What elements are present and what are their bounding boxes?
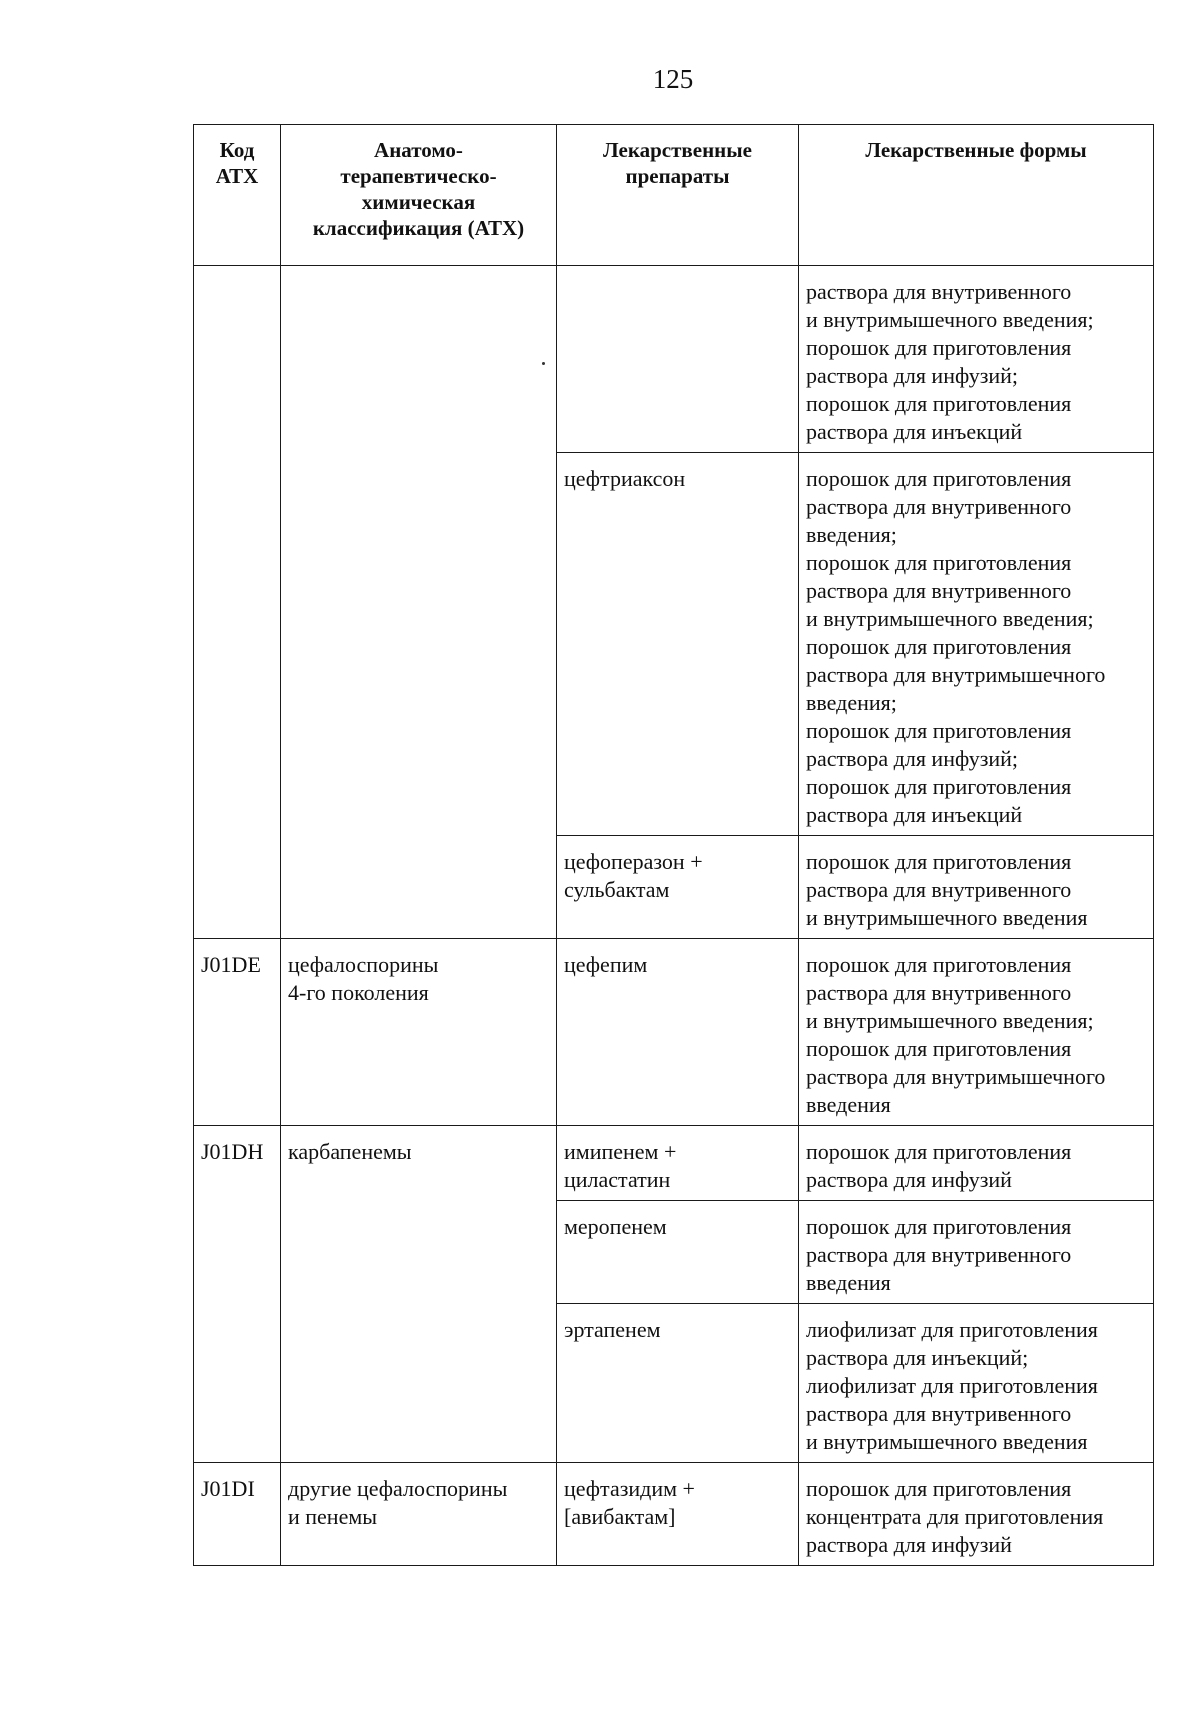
drug-cell: меропенем: [557, 1201, 799, 1304]
table-row: [194, 1463, 1154, 1566]
classification-cell: другие цефалоспорины и пенемы: [281, 1463, 557, 1566]
drug-cell: эртапенем: [557, 1304, 799, 1463]
table-row: [194, 1126, 1154, 1201]
header-drugs: Лекарственные препараты: [557, 125, 799, 266]
atc-code-cell: J01DH: [194, 1126, 281, 1463]
drug-cell: цефепим: [557, 939, 799, 1126]
atc-table: [193, 124, 1154, 1566]
drug-cell: [557, 266, 799, 453]
forms-cell: порошок для приготовления раствора для внутривенного и внутримышечного введения: [799, 836, 1154, 939]
atc-code-cell: J01DI: [194, 1463, 281, 1566]
forms-cell: порошок для приготовления раствора для внутривенного введения; порошок для приготовления раствора для внутривенного и внутримышечного введения; порошок для приготовления раствора для внутримышечного введения; порошок для приготовления раствора для инфузий; порошок для приготовления раствора для инъекций: [799, 453, 1154, 836]
scan-speck: [542, 362, 545, 365]
atc-code-cell: [194, 266, 281, 939]
table-row: [194, 266, 1154, 453]
forms-cell: порошок для приготовления раствора для внутривенного введения: [799, 1201, 1154, 1304]
forms-cell: раствора для внутривенного и внутримышечного введения; порошок для приготовления раствора для инфузий; порошок для приготовления раствора для инъекций: [799, 266, 1154, 453]
table-row: [194, 939, 1154, 1126]
drug-cell: цефтриаксон: [557, 453, 799, 836]
forms-cell: порошок для приготовления раствора для внутривенного и внутримышечного введения; порошок для приготовления раствора для внутримышечного введения: [799, 939, 1154, 1126]
table-header-row: [194, 125, 1154, 266]
header-code: Код АТХ: [194, 125, 281, 266]
page-number: 125: [652, 64, 694, 94]
drug-cell: имипенем + циластатин: [557, 1126, 799, 1201]
classification-cell: карбапенемы: [281, 1126, 557, 1463]
header-forms: Лекарственные формы: [799, 125, 1154, 266]
forms-cell: порошок для приготовления раствора для инфузий: [799, 1126, 1154, 1201]
classification-cell: цефалоспорины 4-го поколения: [281, 939, 557, 1126]
forms-cell: лиофилизат для приготовления раствора для инъекций; лиофилизат для приготовления раствора для внутривенного и внутримышечного введения: [799, 1304, 1154, 1463]
classification-cell: [281, 266, 557, 939]
drug-cell: цефтазидим + [авибактам]: [557, 1463, 799, 1566]
forms-cell: порошок для приготовления концентрата для приготовления раствора для инфузий: [799, 1463, 1154, 1566]
atc-code-cell: J01DE: [194, 939, 281, 1126]
drug-cell: цефоперазон + сульбактам: [557, 836, 799, 939]
header-classification: Анатомо- терапевтическо- химическая классификация (АТХ): [281, 125, 557, 266]
